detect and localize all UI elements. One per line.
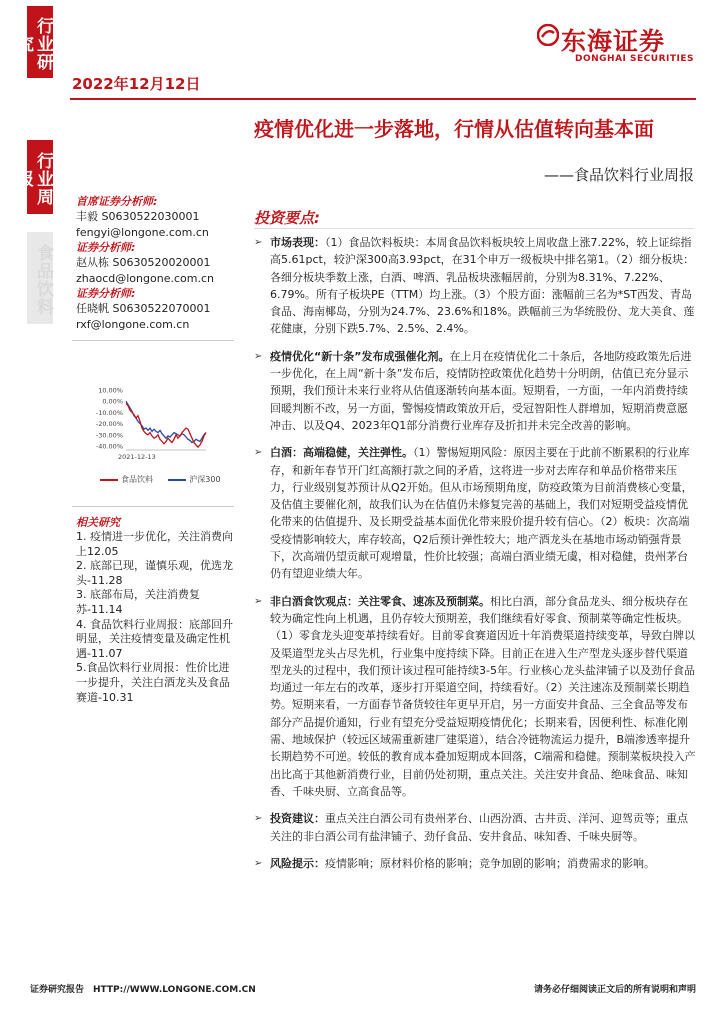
related-research [76, 514, 236, 705]
bullet-head: 非白酒食饮观点：关注零食、速冻及预制菜。 [270, 594, 490, 608]
bullet-head: 市场表现： [270, 236, 325, 249]
key-points-heading: 投资要点: [254, 209, 320, 227]
side-divider [72, 506, 234, 507]
logo-en: DONGHAI SECURITIES [575, 54, 694, 64]
bullet-head: 风险提示： [270, 856, 325, 870]
bullet-item [254, 593, 696, 801]
bullet-head: 投资建议： [270, 812, 325, 826]
bullet-text: 重点关注白酒公司有贵州茅台、山西汾酒、古井贡、洋河、迎驾贡等；重点关注的非白酒公司有盐津铺子、劲仔食品、安井食品、味知香、千味央厨等。 [270, 812, 688, 843]
key-points-divider [254, 228, 694, 229]
analyst3-label: 证券分析师: [76, 287, 136, 300]
related-label: 相关研究 [76, 516, 120, 529]
y-tick-label: 0.00% [102, 397, 123, 406]
bullet-item [254, 348, 696, 434]
page-footer [30, 982, 696, 995]
related-item[interactable]: 3. 底部布局，关注消费复苏-11.14 [76, 588, 200, 616]
bullet-item [254, 444, 696, 582]
logo-mark-icon [537, 24, 559, 46]
key-points-list [254, 234, 696, 882]
analyst3-line: 任晓帆 S0630522070001 [76, 302, 211, 315]
bullet-head: 疫情优化“新十条”发布成强催化剂。 [270, 349, 450, 363]
lead-analyst-label: 首席证券分析师: [76, 195, 158, 208]
bullet-head: 白酒：高端稳健，关注弹性。 [270, 446, 413, 460]
analyst2-line: 赵从栋 S0630520020001 [76, 256, 211, 269]
legend-swatch-2 [168, 479, 186, 481]
y-tick-label: -20.00% [95, 420, 123, 429]
legend-label-1: 食品饮料 [121, 475, 153, 484]
lead-analyst-email: fengyi@longone.com.cn [76, 226, 209, 239]
analyst2-label: 证券分析师: [76, 241, 136, 254]
performance-chart [88, 384, 238, 470]
category-tab: 行业研究 [27, 6, 53, 78]
y-tick-label: 10.00% [98, 386, 123, 395]
report-date: 2022年12月12日 [72, 75, 201, 93]
bullet-text: （1）警惕短期风险：原因主要在于此前不断累积的行业库存，和新年春节开门红高额打款之间的矛盾，这将进一步对去库存和单品价格带来压力，行业级别复苏预计从Q2开始。但从市场预期角度，防疫政策为目前消费核心变量，及估值主要催化剂，故我们认为在估值仍未修复完善的基础上，我们对短期受益疫情优化带来的估值提升、及长期受益基本面优化带来股价提升较有信心。（2）板块：次高端受疫情影响较大，库存较高，Q2后预计弹性较大；地产酒龙头在基地市场动销强背景下，次高端仍望贡献可观增量，性价比较强；高端白酒业绩无虞，相对稳健，贵州茅台仍有望迎业绩大年。 [270, 446, 693, 581]
report-subtitle: ——食品饮料行业周报 [543, 166, 694, 184]
legend-label-2: 沪深300 [189, 475, 221, 484]
logo-cn: 东海证券 [561, 27, 666, 56]
y-tick-label: -40.00% [95, 442, 123, 451]
series-line-2 [126, 401, 206, 442]
analyst3-email: rxf@longone.com.cn [76, 318, 190, 331]
related-item[interactable]: 4. 食品饮料行业周报：底部回升明显，关注疫情变量及确定性机遇-11.07 [76, 617, 233, 660]
related-item[interactable]: 1. 疫情进一步优化，关注消费向上12.05 [76, 530, 233, 558]
footer-right: 请务必仔细阅读正文后的所有说明和声明 [533, 985, 696, 995]
header-divider [70, 98, 696, 100]
bullet-text: （1）食品饮料板块：本周食品饮料板块较上周收盘上涨7.22%，较上证综指高5.61pct，较沪深300高3.93pct，在31个申万一级板块中排名第1。（2）细分板块：各细分板块季数上涨，白酒、啤酒、乳品板块涨幅居前，分别为8.31%、7.22%、6.79%。所有子板块PE（TTM）均上涨。（3）个股方面：涨幅前三名为*ST西发、青岛食品、海南椰岛，分别为24.7%、23.6%和18%。跌幅前三为华统股份、龙大美食、莲花健康，分别下跌5.7%、2.5%、2.4%。 [270, 236, 695, 336]
bullet-text: 在上月在疫情优化二十条后，各地防疫政策先后进一步优化，在上周“新十条”发布后，疫情防控政策优化趋势十分明朗，估值已充分显示预期，我们预计未来行业将从估值逐渐转向基本面。短期看，一方面，一年内消费持续回暖判断不改，另一方面，警惕疫情政策放开后，受冠智阳性人群增加，短期消费意愿冲击、以及Q4、2023年Q1部分消费行业库存及折扣并未完全改善的影响。 [270, 349, 692, 432]
side-divider [72, 340, 234, 341]
x-tick-label: 2021-12-13 [118, 453, 156, 461]
legend-swatch-1 [100, 479, 118, 481]
analyst2-email: zhaocd@longone.com.cn [76, 272, 214, 285]
report-title: 疫情优化进一步落地，行情从估值转向基本面 [254, 117, 654, 141]
analyst-section [76, 195, 236, 333]
y-tick-label: -30.00% [95, 431, 123, 440]
bullet-text: 相比白酒，部分食品龙头、细分板块存在较为确定性向上机遇，且仍存较大预期差，我们继续看好零食、预制菜等确定性板块。（1）零食龙头迎变革持续看好。目前零食赛道因近十年消费渠道持续变革，导致白牌以及渠道型龙头占尽先机，行业集中度持续下降。目前正在进入生产型龙头逐步替代渠道型龙头的过程中，我们预计该过程可能持续3-5年。行业核心龙头盐津铺子以及劲仔食品均通过一年左右的改革，逐步打开渠道空间，持续看好。（2）关注速冻及预制菜长期趋势。短期来看，一方面春节备货较往年更早开启，另一方面安井食品、三全食品等发布部分产品提价通知，行业有望充分受益短期疫情优化；长期来看，因便利性、标准化刚需、地域保护（较远区域需重新建厂建渠道），结合冷链物流运力提升，B端渗透率提升长期趋势不可逆。较低的教育成本叠加短期成本回落，C端需和稳健。预制菜板块投入产出比高于其他新消费行业，目前仍处初期，重点关注。关注安井食品、绝味食品、味知香、千味央厨、立高食品等。 [270, 594, 696, 798]
y-tick-label: -10.00% [95, 408, 123, 417]
bullet-text: 疫情影响；原材料价格的影响；竞争加剧的影响；消费需求的影响。 [325, 856, 655, 870]
report-type-tab: 行业周报 [27, 140, 53, 214]
bullet-item [254, 234, 696, 338]
related-item[interactable]: 2. 底部已现，谨慎乐观，优选龙头-11.28 [76, 559, 233, 587]
lead-analyst-line: 丰毅 S0630522030001 [76, 210, 200, 223]
company-logo [537, 22, 693, 70]
footer-left[interactable]: 证券研究报告 HTTP://WWW.LONGONE.COM.CN [30, 985, 256, 995]
chart-legend [100, 474, 240, 485]
bullet-item [254, 855, 696, 872]
bullet-item [254, 810, 696, 845]
related-item[interactable]: 5.食品饮料行业周报：性价比进一步提升，关注白酒龙头及食品赛道-10.31 [76, 661, 230, 704]
industry-tab: 食品饮料 [27, 232, 53, 324]
